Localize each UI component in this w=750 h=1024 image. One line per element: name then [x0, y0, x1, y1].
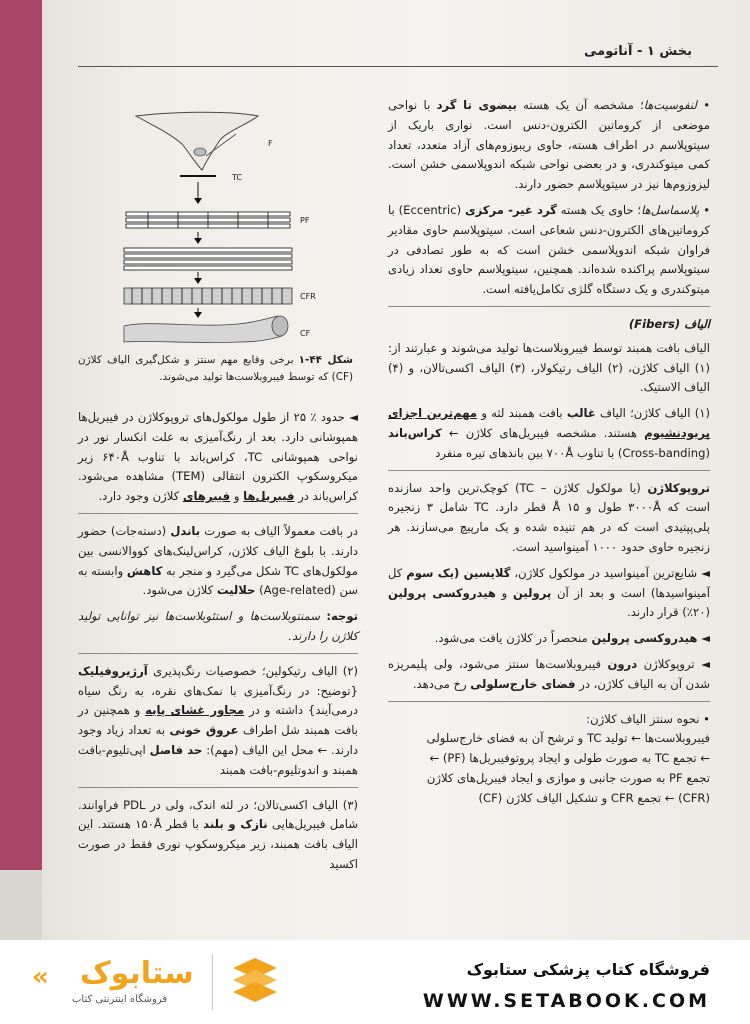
hydroxyproline-paragraph: ◄ هیدروکسی پرولین منحصراً در کلاژن یافت می‌شود. [434, 631, 710, 646]
setabook-logo [32, 956, 202, 1012]
logo-subtitle: فروشگاه اینترنتی کتاب [72, 994, 168, 1005]
page-header: بخش ۱ - آناتومی [584, 44, 692, 59]
polymerization-paragraph: ◄ تروپوکلاژن درون فیبروبلاست‌ها سنتز می‌شود، ولی پلیمریزه شدن آن به الیاف کلاژن، در فضای خارج‌سلولی رخ می‌دهد. [388, 656, 711, 691]
header-rule [78, 66, 718, 67]
label-cfr: CFR [300, 292, 316, 301]
page-edge-bar [0, 0, 42, 870]
overlap-paragraph: ◄ حدود ٪ ۲۵ از طول مولکول‌های تروپوکلاژن در فیبریل‌ها همپوشانی دارد. بعد از رنگ‌آمیزی به علت انکسار نور در نواحی همپوشانی TC، کراس‌باند با تناوب ۶۴۰Å زیر میکروسکوپ الکترون انتقالی (TEM) مشاهده می‌شود. کراس‌باند در فیبریل‌ها و فیبرهای کلاژن وجود دارد. [78, 410, 358, 504]
store-name: فروشگاه کتاب پزشکی ستابوک [466, 960, 710, 979]
lymphocytes-paragraph: • لنفوسیت‌ها؛ مشخصه آن یک هسته بیضوی تا گرد با نواحی موضعی از کروماتین الکترون-دنس است. نواری باریک از سیتوپلاسم در اطراف هسته، حاوی ریبوزوم‌های آزاد متعدد، تعداد کمی میتوکندری، و در بعضی نواحی شبکه اندوپلاسمی خشن است. لیزوزوم‌ها نیز در سیتوپلاسم حضور دارند. [388, 98, 711, 192]
reticulin-paragraph: (۲) الیاف رتیکولین؛ خصوصیات رنگ‌پذیری آرژیروفیلیک {توضیح: در رنگ‌آمیزی با نمک‌های نقره، به رنگ سیاه درمی‌آیند} داشته و در مجاور غشای پایه و همچنین در بافت همبند شل اطراف عروق خونی به تعداد زیاد وجود دارند. ← محل این الیاف (مهم): حد فاصل اپی‌تلیوم-بافت همبند و اندوتلیوم-بافت همبند [78, 663, 359, 777]
right-column [388, 96, 710, 815]
left-column [78, 408, 358, 881]
logo-name: ستابوک [80, 956, 194, 991]
banner-divider [212, 954, 213, 1010]
plasma-cells-paragraph: • پلاسماسل‌ها؛ حاوی یک هسته گرد غیر- مرکزی (Eccentric) با کروماتین‌های الکترون-دنس شعاعی است. سیتوپلاسم حاوی مقادیر فراوان شبکه اندوپلاسمی خشن است که به طور تصادفی در سیتوپلاسم پراکنده شده‌اند. همچنین، سیتوپلاسم حاوی تعداد زیادی میتوکندری و یک دستگاه گلژی تکامل‌یافته است. [388, 202, 711, 297]
section-divider [388, 701, 710, 702]
collagen-synthesis-figure [108, 104, 330, 354]
caption-text: برخی وقایع مهم سنتز و شکل‌گیری الیاف کلاژن (CF) که توسط فیبروبلاست‌ها تولید می‌شوند. [78, 354, 353, 383]
note-paragraph: توجه: سمنتوبلاست‌ها و استئوبلاست‌ها نیز توانایی تولید کلاژن را دارند. [78, 609, 359, 643]
synthesis-steps: • نحوه سنتز الیاف کلاژن: فیبروبلاست‌ها ← تولید TC و ترشح آن به فضای خارج‌سلولی ← تجمع TC به صورت طولی و ایجاد پروتوفیبریل‌ها (PF) ← تجمع PF به صورت جانبی و موازی و ایجاد فیبریل‌های کلاژن (CFR) ← تجمع CFR و تشکیل الیاف کلاژن (CF) [426, 711, 710, 805]
section-divider [388, 306, 710, 307]
store-banner [0, 940, 750, 1024]
section-divider [78, 787, 358, 788]
section-divider [78, 653, 358, 654]
store-url[interactable]: WWW.SETABOOK.COM [422, 990, 710, 1012]
label-tc: TC [232, 173, 243, 182]
logo-arrows-icon: « [32, 962, 49, 992]
figure-diagram [108, 104, 330, 354]
section-divider [78, 513, 358, 514]
label-f: F [268, 139, 273, 148]
tropocollagen-paragraph: تروپوکلاژن (یا مولکول کلاژن – TC) کوچک‌ترین واحد سازنده است که ۳۰۰۰Å طول و ۱۵ Å قطر دارد. TC شامل ۳ زنجیره پلی‌پپتیدی است که در هم تنیده شده و یک مارپیچ می‌سازند. هر زنجیره حاوی حدود ۱۰۰۰ آمینواسید است. [388, 480, 711, 554]
label-cf: CF [300, 329, 311, 338]
label-pf: PF [300, 216, 310, 225]
figure-caption [78, 352, 353, 386]
caption-number: شکل ۴۴-۱ [298, 354, 353, 366]
fibers-intro: الیاف بافت همبند توسط فیبروبلاست‌ها تولید می‌شوند و عبارتند از: (۱) الیاف کلاژن، (۲) الیاف رتیکولار، (۳) الیاف اکسی‌تالان، و (۴) الیاف الاستیک. [388, 340, 710, 395]
oxytalan-paragraph: (۳) الیاف اکسی‌تالان؛ در لثه اندک، ولی در PDL فراوانند. شامل فیبریل‌هایی نازک و بلند با قطر ۱۵۰Å هستند. این الیاف بافت همبند، زیر میکروسکوپ نوری فقط در صورت اکسید [78, 797, 359, 871]
glycine-paragraph: ◄ شایع‌ترین آمینواسید در مولکول کلاژن، گلایسین (یک سوم کل آمینواسیدها) است و بعد از آن پرولین و هیدروکسی پرولین (۲۰٪) قرار دارند. [388, 565, 711, 620]
fibers-heading: الیاف (Fibers) [628, 316, 710, 331]
book-stack-icon [225, 954, 285, 1014]
bundle-paragraph: در بافت معمولاً الیاف به صورت باندل (دسته‌جات) حضور دارند. با بلوغ الیاف کلاژن، کراس‌لینک‌های کووالانسی بین مولکول‌های TC شکل می‌گیرد و منجر به کاهش وابسته به سن (Age-related) حلالیت کلاژن می‌شود. [77, 523, 359, 598]
section-divider [388, 470, 710, 471]
collagen-fibers-paragraph: (۱) الیاف کلاژن؛ الیاف غالب بافت همبند لثه و مهم‌ترین اجزای پریودنشیوم هستند. مشخصه فیبریل‌های کلاژن ← کراس‌باند (Cross-banding) با تناوب ۷۰۰Å بین باندهای تیره منفرد [388, 406, 711, 460]
